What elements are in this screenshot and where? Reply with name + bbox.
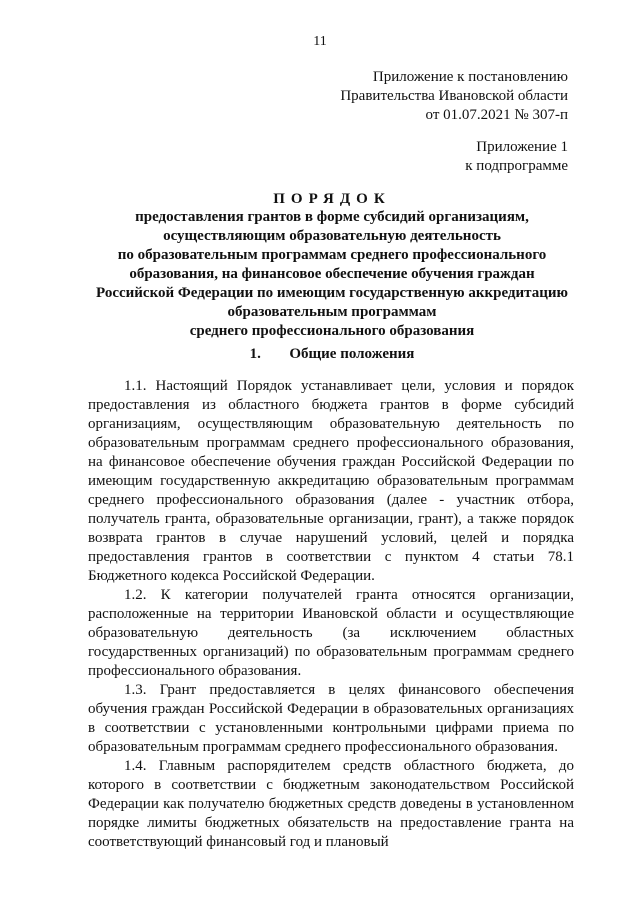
paragraph-1-2: 1.2. К категории получателей гранта относятся организации, расположенные на территории Ивановской области и осуществляющие образовательную деятельность (за исключением областных государственных организаций) по образовательным программам среднего профессионального образования. bbox=[88, 587, 574, 679]
subtitle-line: Российской Федерации по имеющим государственную аккредитацию bbox=[96, 285, 568, 301]
section-title: Общие положения bbox=[289, 346, 415, 362]
attachment-subheader-line: Приложение 1 bbox=[476, 139, 568, 155]
attachment-header-line: от 01.07.2021 № 307-п bbox=[425, 107, 568, 123]
attachment-header-line: Приложение к постановлению bbox=[372, 69, 568, 85]
document-title: ПОРЯДОК bbox=[273, 191, 391, 207]
attachment-header bbox=[340, 68, 568, 125]
subtitle-line: осуществляющим образовательную деятельность bbox=[163, 228, 501, 244]
attachment-subheader-line: к подпрограмме bbox=[465, 158, 568, 174]
section-heading bbox=[88, 345, 576, 364]
subtitle-line: образования, на финансовое обеспечение обучения граждан bbox=[129, 266, 535, 282]
subtitle-line: предоставления грантов в форме субсидий организациям, bbox=[135, 209, 529, 225]
subtitle-line: по образовательным программам среднего профессионального bbox=[117, 247, 547, 263]
section-number: 1. bbox=[249, 346, 261, 362]
paragraph-1-3: 1.3. Грант предоставляется в целях финансового обеспечения обучения граждан Российской Федерации в образовательных организациях в соответствии с установленными контрольными цифрами приема по образовательным программам среднего профессионального образования. bbox=[88, 682, 574, 755]
document-body bbox=[88, 377, 574, 852]
attachment-header-line: Правительства Ивановской области bbox=[340, 88, 568, 104]
paragraph-1-4: 1.4. Главным распорядителем средств областного бюджета, до которого в соответствии с бюджетным законодательством Российской Федерации как получателю бюджетных средств доведены в установленном порядке лимиты бюджетных обязательств на предоставление гранта на соответствующий финансовый год и плановый bbox=[88, 758, 574, 850]
subtitle-line: среднего профессионального образования bbox=[189, 323, 475, 339]
paragraph-1-1: 1.1. Настоящий Порядок устанавливает цели, условия и порядок предоставления из областного бюджета грантов в форме субсидий организациям, осуществляющим образовательную деятельность по образовательным программам среднего профессионального образования, на финансовое обеспечение обучения граждан Российской Федерации по имеющим государственную аккредитацию образовательным программам среднего профессионального образования (далее - участник отбора, получатель гранта, образовательные организации, грант), а также порядок возврата грантов в случае нарушений условий, целей и порядка предоставления грантов в соответствии с пунктом 4 статьи 78.1 Бюджетного кодекса Российской Федерации. bbox=[88, 378, 574, 584]
subtitle-line: образовательным программам bbox=[227, 304, 437, 320]
document-subtitle bbox=[76, 208, 588, 341]
attachment-subheader bbox=[465, 138, 568, 176]
page-number: 11 bbox=[313, 34, 327, 49]
